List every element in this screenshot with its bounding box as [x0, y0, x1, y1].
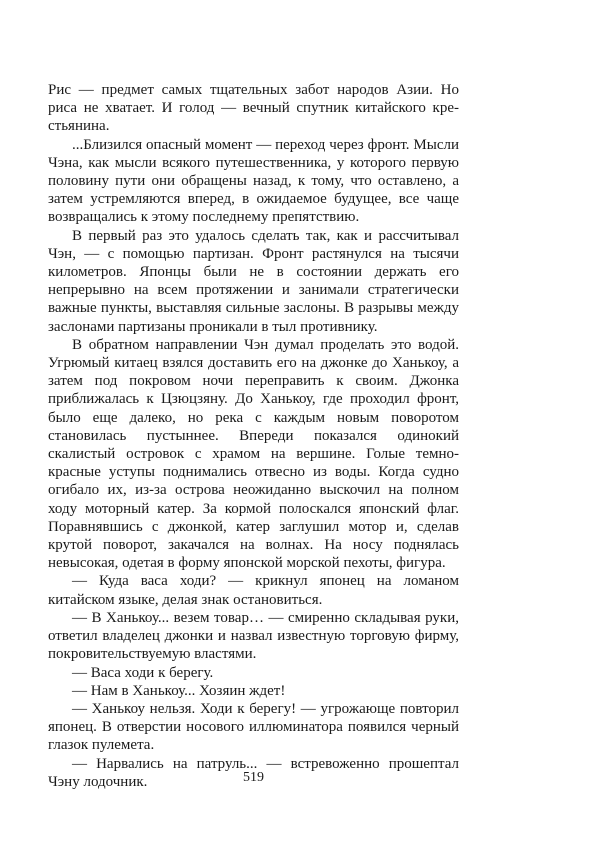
paragraph-4: В обратном направлении Чэн думал проделать это водой. Угрюмый китаец взялся доставить его на джонке до Ханькоу, а затем под покровом ночи переправить к своим. Джонка приближалась к Цзюцзяну. До Ханькоу, где проходил фронт, было еще далеко, но река с каждым новым поворотом становилась пустыннее. Впереди показался одинокий скалистый островок с храмом на вершине. Голые темно-красные уступы поднимались отвесно из воды. Когда судно огибало их, из-за острова неожиданно выскочил на полном ходу моторный катер. За кормой полоскался японский флаг. Поравнявшись с джонкой, катер заглушил мотор и, сделав крутой поворот, закачался на волнах. На носу поднялась невысокая, одетая в форму японской морской пехоты, фигура. [48, 336, 459, 572]
paragraph-2: ...Близился опасный момент — переход через фронт. Мысли Чэна, как мысли всякого путешественника, у которого первую половину пути они обращены назад, к тому, что оставлено, а затем устремляются вперед, в ожидаемое будущее, все чаще возвращались к этому последнему препятствию. [48, 136, 459, 226]
paragraph-9: — Ханькоу нельзя. Ходи к берегу! — угрожающе повторил японец. В отверстии носового иллюминатора появился черный глазок пулемета. [48, 700, 459, 754]
page-number: 519 [243, 770, 264, 785]
paragraph-5: — Куда васа ходи? — крикнул японец на ломаном китайском языке, делая знак остановиться. [48, 573, 459, 608]
body-text [48, 81, 459, 791]
paragraph-1: Рис — предмет самых тщательных забот народов Азии. Но риса не хватает. И голод — вечный спутник китайского крестьянина. [48, 82, 459, 135]
paragraph-6: — В Ханькоу... везем товар… — смиренно складывая руки, ответил владелец джонки и назвал известную торговую фирму, покровительствуемую властями. [48, 609, 459, 663]
paragraph-10: — Нарвались на патруль... — встревоженно прошептал Чэну лодочник. [48, 755, 459, 790]
paragraph-3: В первый раз это удалось сделать так, как и рассчитывал Чэн, — с помощью партизан. Фронт растянулся на тысячи километров. Японцы были не в состоянии держать его непрерывно на всем протяжении и занимали стратегически важные пункты, выставляя сильные заслоны. В разрывы между заслонами партизаны проникали в тыл противнику. [48, 227, 459, 335]
paragraph-7: — Васа ходи к берегу. [72, 664, 214, 681]
paragraph-8: — Нам в Ханькоу... Хозяин ждет! [72, 682, 286, 699]
